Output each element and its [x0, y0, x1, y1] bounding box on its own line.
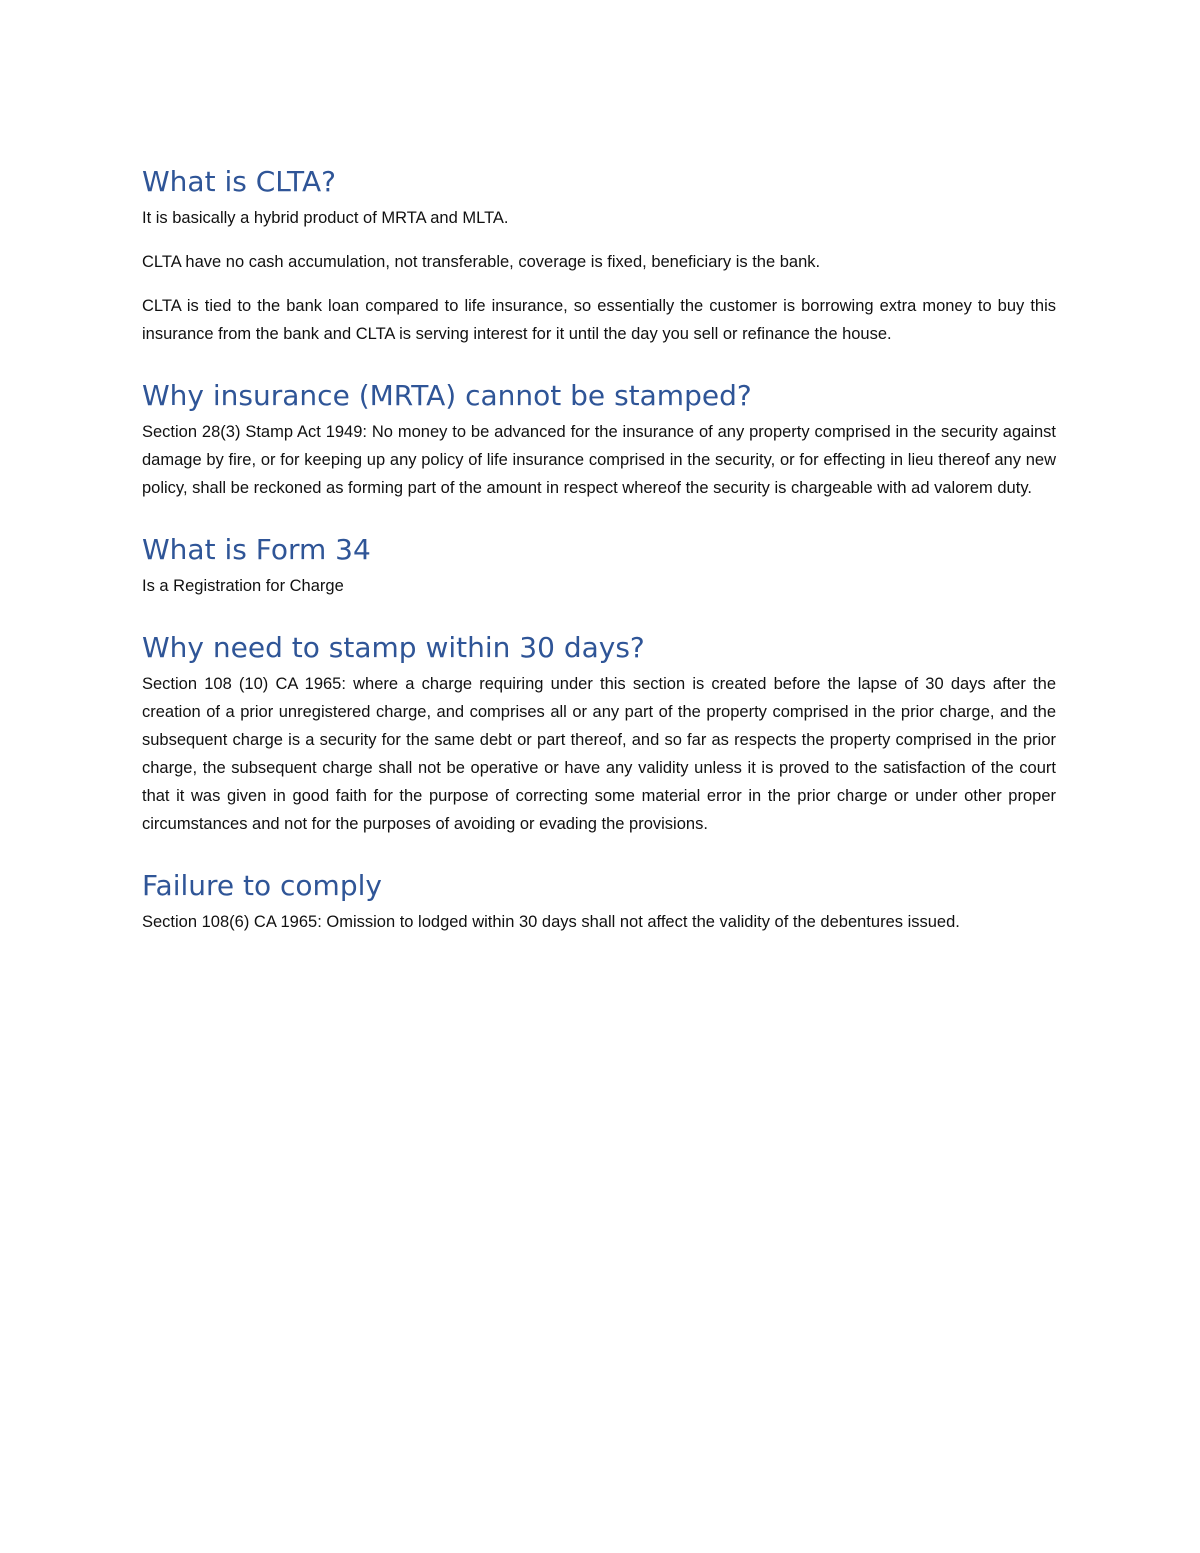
paragraph: Is a Registration for Charge	[142, 577, 344, 595]
paragraph: CLTA have no cash accumulation, not transferable, coverage is fixed, beneficiary is the bank.	[142, 253, 821, 271]
heading-failure-to-comply: Failure to comply	[142, 869, 382, 902]
heading-why-insurance-cannot-be-stamped: Why insurance (MRTA) cannot be stamped?	[142, 379, 752, 412]
paragraph: Section 108(6) CA 1965: Omission to lodged within 30 days shall not affect the validity of the debentures issued.	[142, 913, 960, 931]
paragraph: Section 28(3) Stamp Act 1949: No money to be advanced for the insurance of any property comprised in the security against damage by fire, or for keeping up any policy of life insurance comprised in the security, or for effecting in lieu thereof any new policy, shall be reckoned as forming part of the amount in respect whereof the security is chargeable with ad valorem duty.	[142, 423, 1056, 497]
paragraph: Section 108 (10) CA 1965: where a charge requiring under this section is created before the lapse of 30 days after the creation of a prior unregistered charge, and comprises all or any part of the property comprised in the prior charge, and the subsequent charge is a security for the same debt or part thereof, and so far as respects the property comprised in the prior charge, the subsequent charge shall not be operative or have any validity unless it is proved to the satisfaction of the court that it was given in good faith for the purpose of correcting some material error in the prior charge or under other proper circumstances and not for the purposes of avoiding or evading the provisions.	[142, 675, 1056, 833]
heading-what-is-clta: What is CLTA?	[142, 165, 336, 198]
heading-why-stamp-within-30-days: Why need to stamp within 30 days?	[142, 631, 645, 664]
paragraph: It is basically a hybrid product of MRTA and MLTA.	[142, 209, 509, 227]
document-body	[142, 164, 1056, 936]
heading-what-is-form-34: What is Form 34	[142, 533, 371, 566]
paragraph: CLTA is tied to the bank loan compared to life insurance, so essentially the customer is borrowing extra money to buy this insurance from the bank and CLTA is serving interest for it until the day you sell or refinance the house.	[142, 297, 1056, 343]
